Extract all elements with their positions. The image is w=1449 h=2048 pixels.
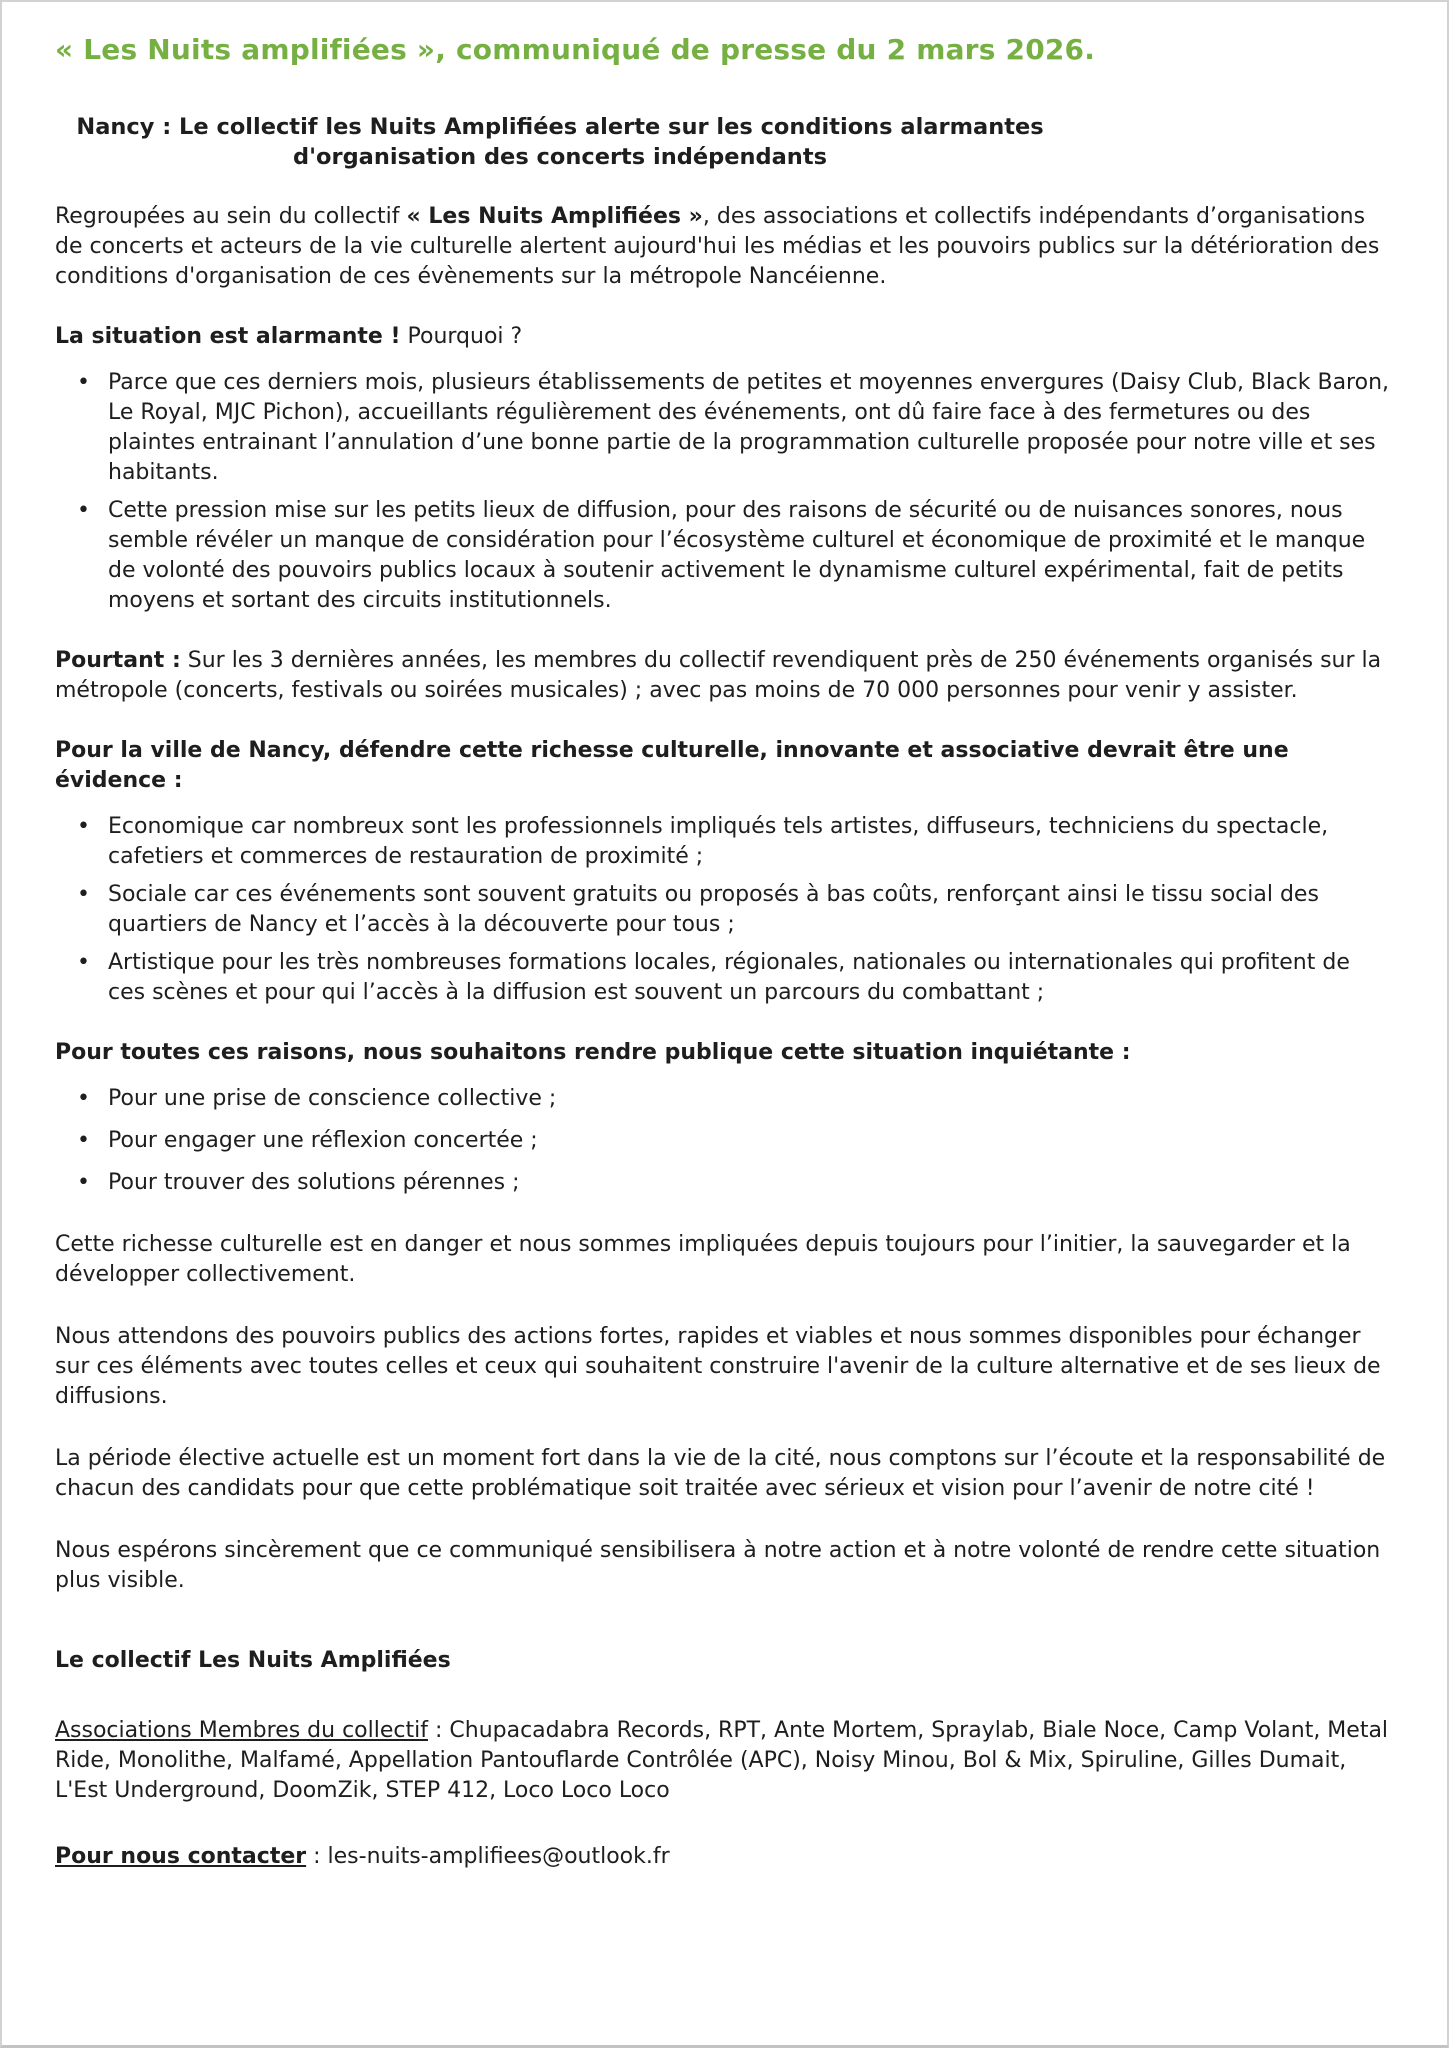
pourtant-label: Pourtant : bbox=[55, 648, 181, 673]
pourtant-paragraph bbox=[55, 646, 1389, 706]
closing-paragraph: Nous espérons sincèrement que ce communiqué sensibilisera à notre action et à notre volonté de rendre cette situation plus visible. bbox=[55, 1538, 1381, 1593]
closing-paragraph: Cette richesse culturelle est en danger et nous sommes impliquées depuis toujours pour l’initier, la sauvegarder et la développer collectivement. bbox=[55, 1232, 1351, 1287]
list-item: • Parce que ces derniers mois, plusieurs établissements de petites et moyennes envergures (Daisy Club, Black Baron, Le Royal, MJC Pichon), accueillants régulièrement des événements, ont dû faire face à des fermetures ou des plaintes entrainant l’annulation d’une bonne partie de la programmation culturelle proposée pour notre ville et ses habitants. bbox=[77, 368, 1389, 488]
members-separator: : bbox=[427, 1718, 450, 1743]
ville-heading: Pour la ville de Nancy, défendre cette richesse culturelle, innovante et associative devrait être une évidence : bbox=[55, 738, 1289, 793]
intro-text-post: , des associations et collectifs indépendants d’organisations de concerts et acteurs de la vie culturelle alertent aujourd'hui les médias et les pouvoirs publics sur la détérioration des conditions d'organisation de ces évènements sur la métropole Nancéienne. bbox=[55, 204, 1380, 289]
closing-paragraph: Nous attendons des pouvoirs publics des actions fortes, rapides et viables et nous sommes disponibles pour échanger sur ces éléments avec toutes celles et ceux qui souhaitent construire l'avenir de la culture alternative et de ses lieux de diffusions. bbox=[55, 1324, 1381, 1409]
situation-heading bbox=[55, 322, 1389, 352]
pourtant-text: Sur les 3 dernières années, les membres du collectif revendiquent près de 250 événements organisés sur la métropole (concerts, festivals ou soirées musicales) ; avec pas moins de 70 000 personnes pour venir y assister. bbox=[55, 648, 1382, 703]
document-headline bbox=[55, 112, 1065, 172]
document-content bbox=[2, 2, 1447, 1872]
list-item: • Sociale car ces événements sont souvent gratuits ou proposés à bas coûts, renforçant ainsi le tissu social des quartiers de Nancy et l’accès à la découverte pour tous ; bbox=[77, 880, 1389, 940]
members-list: Chupacadabra Records, RPT, Ante Mortem, Spraylab, Biale Noce, Camp Volant, Metal Ride, Monolithe, Malfamé, Appellation Pantouflarde Contrôlée (APC), Noisy Minou, Bol & Mix, Spiruline, Gilles Dumait, L'Est Underground, DoomZik, STEP 412, Loco Loco Loco bbox=[55, 1718, 1389, 1803]
members-label: Associations Membres du collectif bbox=[55, 1718, 428, 1743]
list-item: • Pour trouver des solutions pérennes ; bbox=[77, 1168, 1389, 1198]
members-paragraph bbox=[55, 1716, 1389, 1806]
intro-text-pre: Regroupées au sein du collectif bbox=[55, 204, 407, 229]
signature-line: Le collectif Les Nuits Amplifiées bbox=[55, 1648, 451, 1673]
ville-bullet-list bbox=[77, 812, 1389, 1008]
page-title: « Les Nuits amplifiées », communiqué de presse du 2 mars 2026. bbox=[55, 33, 1096, 66]
contact-email: les-nuits-amplifiees@outlook.fr bbox=[327, 1844, 670, 1869]
intro-paragraph bbox=[55, 202, 1389, 292]
headline-line-1: Nancy : Le collectif les Nuits Amplifiées alerte sur les conditions alarmantes bbox=[76, 114, 1044, 140]
list-item: • Pour engager une réflexion concertée ; bbox=[77, 1126, 1389, 1156]
raisons-bullet-list bbox=[77, 1084, 1389, 1198]
list-item: • Economique car nombreux sont les professionnels impliqués tels artistes, diffuseurs, techniciens du spectacle, cafetiers et commerces de restauration de proximité ; bbox=[77, 812, 1389, 872]
list-item: • Pour une prise de conscience collective ; bbox=[77, 1084, 1389, 1114]
headline-line-2: d'organisation des concerts indépendants bbox=[293, 144, 827, 170]
situation-heading-bold: La situation est alarmante ! bbox=[55, 324, 401, 349]
closing-paragraph: La période élective actuelle est un moment fort dans la vie de la cité, nous comptons sur l’écoute et la responsabilité de chacun des candidats pour que cette problématique soit traitée avec sérieux et vision pour l’avenir de notre cité ! bbox=[55, 1446, 1386, 1501]
contact-label: Pour nous contacter bbox=[55, 1844, 307, 1869]
situation-bullet-list bbox=[77, 368, 1389, 616]
collective-name-bold: « Les Nuits Amplifiées » bbox=[406, 204, 703, 229]
list-item: • Artistique pour les très nombreuses formations locales, régionales, nationales ou internationales qui profitent de ces scènes et pour qui l’accès à la diffusion est souvent un parcours du combattant ; bbox=[77, 948, 1389, 1008]
situation-heading-question: Pourquoi ? bbox=[400, 324, 523, 349]
list-item: • Cette pression mise sur les petits lieux de diffusion, pour des raisons de sécurité ou de nuisances sonores, nous semble révéler un manque de considération pour l’écosystème culturel et économique de proximité et le manque de volonté des pouvoirs publics locaux à soutenir activement le dynamisme culturel expérimental, fait de petits moyens et sortant des circuits institutionnels. bbox=[77, 496, 1389, 616]
raisons-heading: Pour toutes ces raisons, nous souhaitons rendre publique cette situation inquiétante : bbox=[55, 1040, 1131, 1065]
contact-separator: : bbox=[306, 1844, 328, 1869]
contact-paragraph bbox=[55, 1842, 1389, 1872]
